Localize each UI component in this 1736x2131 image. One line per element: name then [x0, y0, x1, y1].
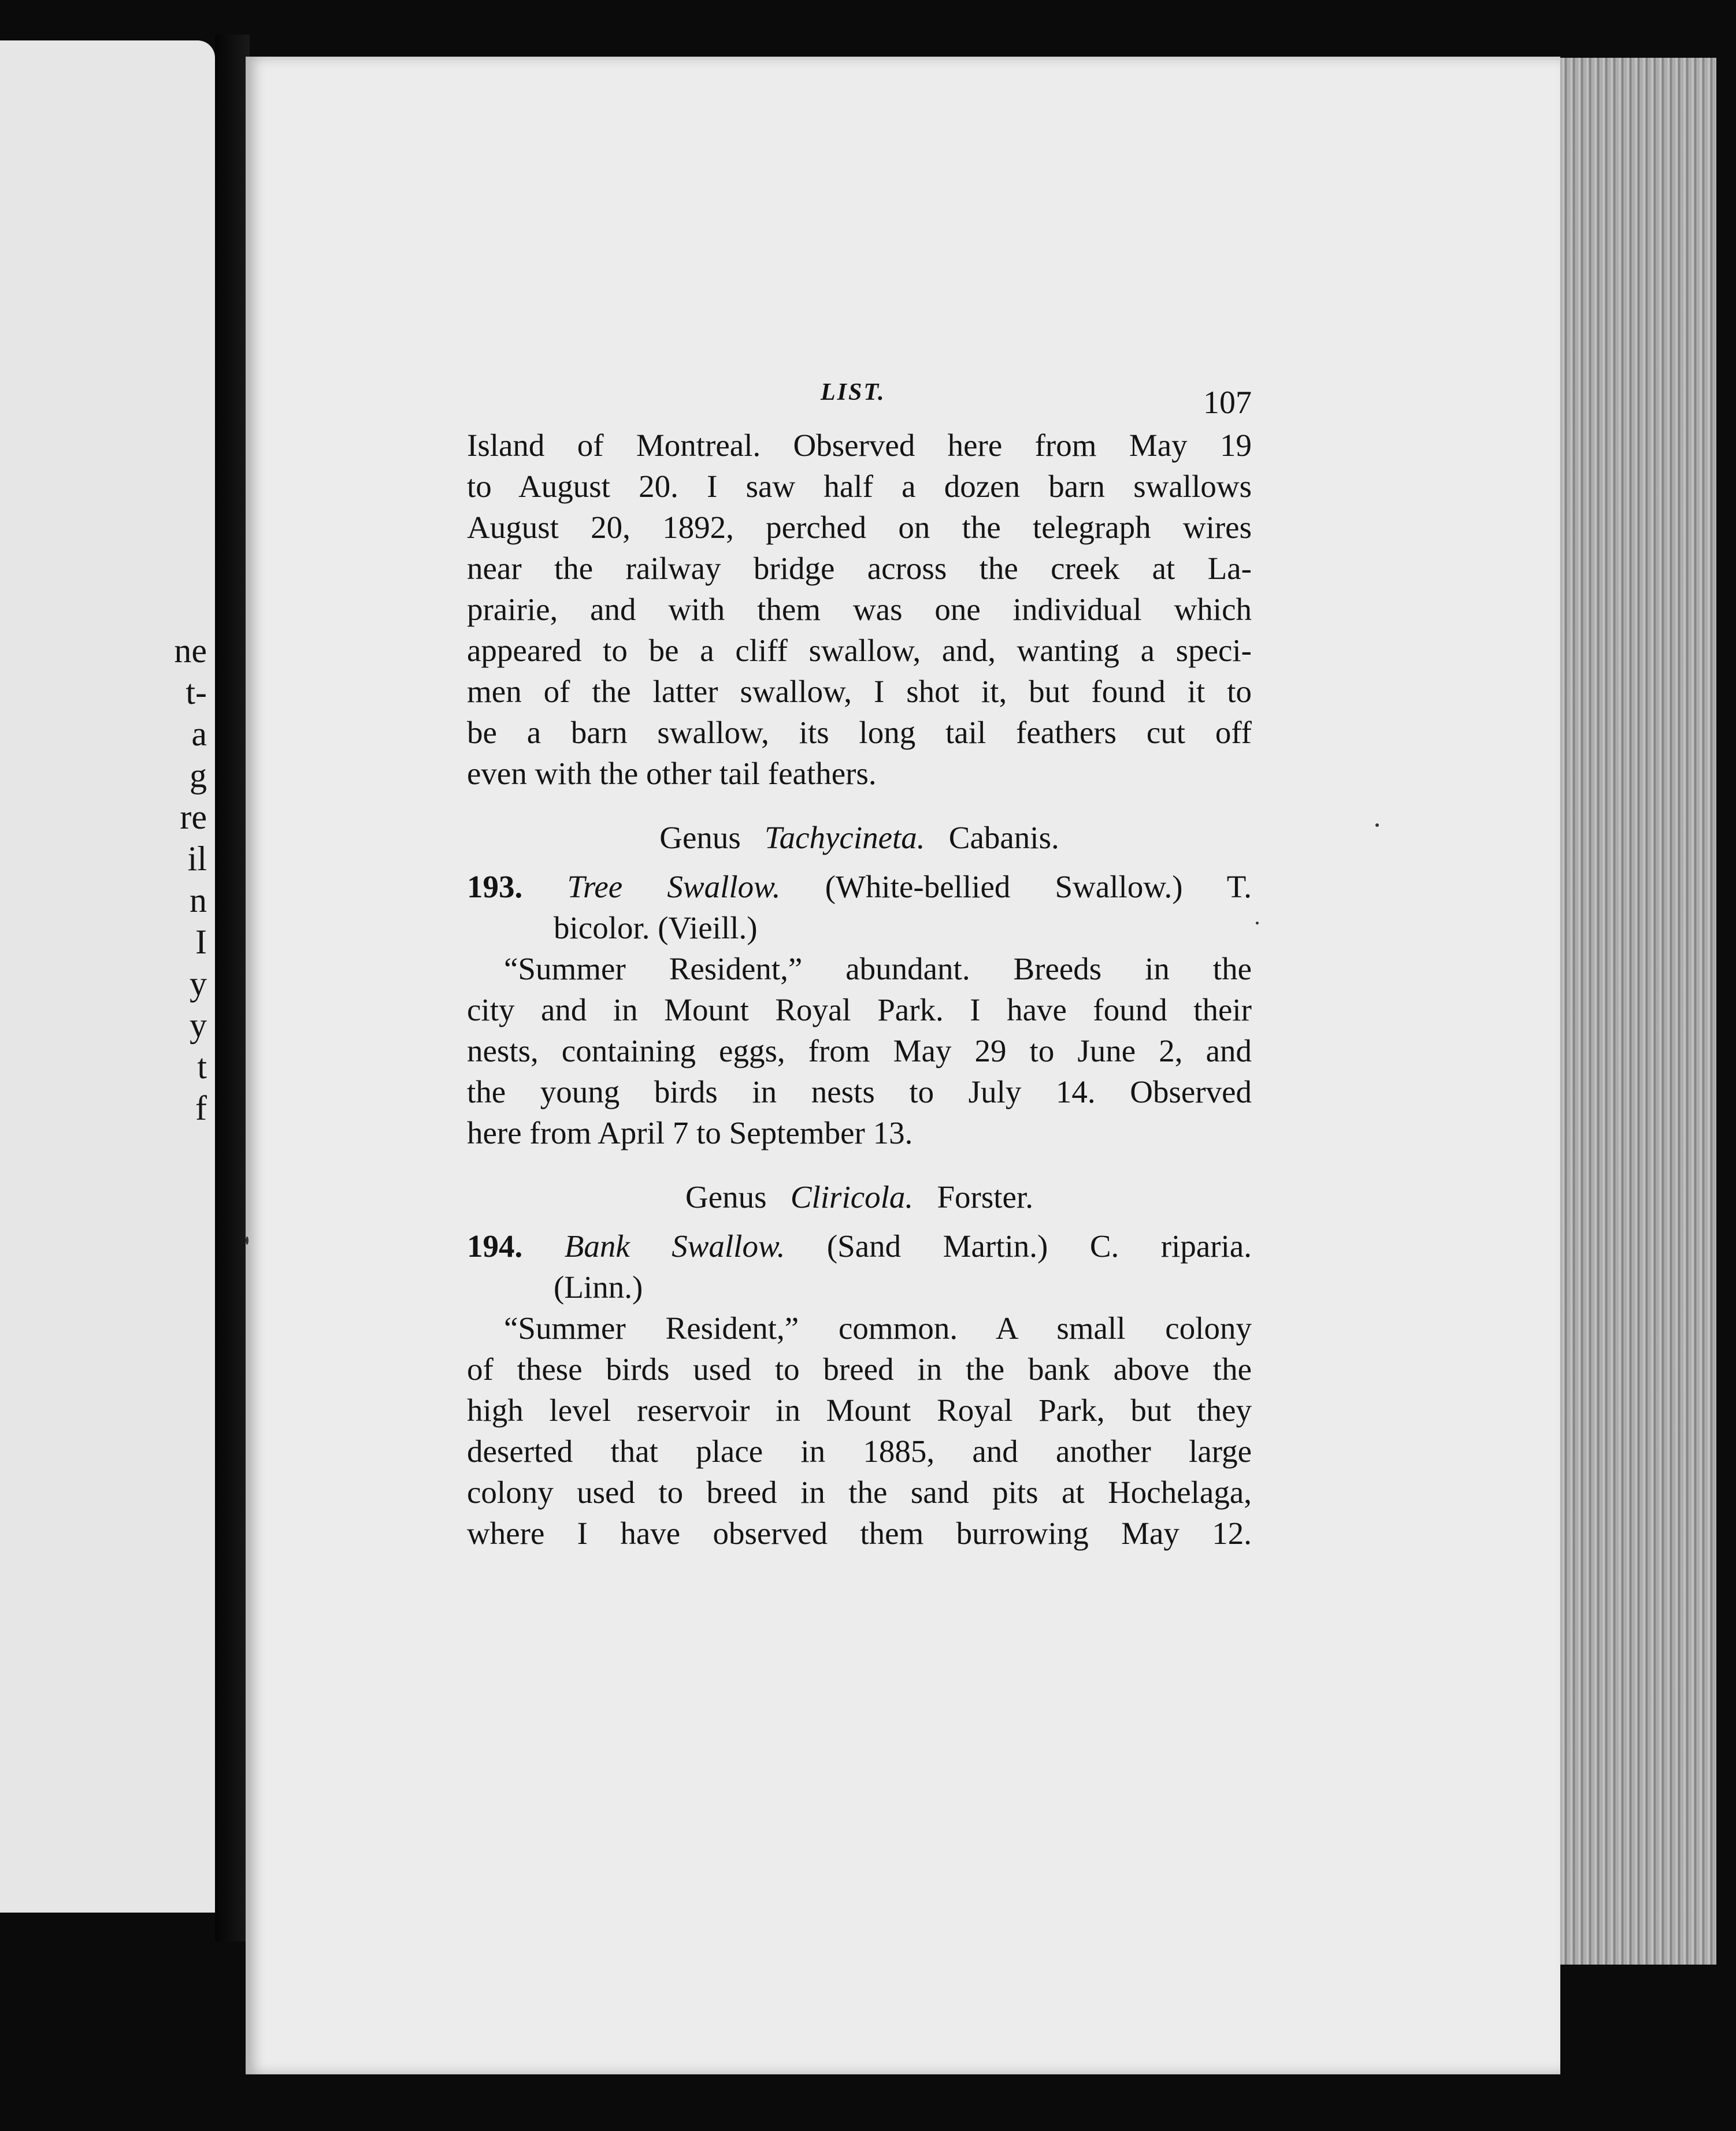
genus-word: Genus: [659, 820, 741, 855]
text-line: “Summer Resident,” abundant. Breeds in the: [504, 951, 1252, 986]
species-paragraph: [467, 948, 1252, 1153]
text-line: prairie, and with them was one individual which: [467, 592, 1252, 627]
left-page-text-fragments: [161, 630, 207, 1129]
left-fragment: t-: [186, 673, 207, 711]
species-paragraph: [467, 1308, 1252, 1554]
text-line: August 20, 1892, perched on the telegraph wires: [467, 510, 1252, 545]
entry-name: Tree Swallow.: [567, 869, 781, 904]
intro-paragraph: [467, 425, 1252, 794]
page-number: 107: [1203, 385, 1252, 421]
text-line: deserted that place in 1885, and another large: [467, 1434, 1252, 1469]
page-edges: [1560, 58, 1716, 1965]
entry-number: 194.: [467, 1228, 523, 1264]
species-entry: [467, 866, 1252, 948]
entry-name: Bank Swallow.: [564, 1228, 785, 1264]
text-line: Island of Montreal. Observed here from May 19: [467, 428, 1252, 463]
page-text-block: [467, 378, 1252, 1554]
text-line: “Summer Resident,” common. A small colony: [504, 1310, 1252, 1346]
left-fragment: il: [187, 840, 207, 878]
print-speck: [1375, 823, 1379, 827]
text-line: where I have observed them burrowing May 12.: [467, 1516, 1252, 1551]
text-line: city and in Mount Royal Park. I have found their: [467, 992, 1252, 1027]
text-line: nests, containing eggs, from May 29 to June 2, and: [467, 1033, 1252, 1068]
genus-heading: [467, 1176, 1252, 1217]
running-head: [467, 378, 1252, 425]
left-fragment: re: [180, 798, 207, 836]
left-fragment: a: [191, 715, 207, 753]
left-fragment: y: [190, 964, 207, 1003]
text-line: high level reservoir in Mount Royal Park, but they: [467, 1393, 1252, 1428]
left-fragment: t: [197, 1048, 207, 1086]
entry-continuation: bicolor. (Vieill.): [554, 910, 758, 945]
genus-name: Tachycineta.: [765, 820, 925, 855]
print-speck: [1256, 922, 1259, 925]
left-fragment: ne: [174, 632, 207, 670]
left-fragment: f: [195, 1089, 207, 1127]
genus-name: Cliricola.: [790, 1179, 914, 1215]
entry-rest: (Sand Martin.) C. riparia.: [826, 1228, 1252, 1264]
genus-word: Genus: [685, 1179, 767, 1215]
entry-heading-line: [467, 1226, 1252, 1267]
text-line: appeared to be a cliff swallow, and, wanting a speci-: [467, 633, 1252, 668]
entry-rest: (White-bellied Swallow.) T.: [825, 869, 1252, 904]
entry-continuation: (Linn.): [554, 1269, 643, 1305]
text-line: to August 20. I saw half a dozen barn swallows: [467, 469, 1252, 504]
text-line: even with the other tail feathers.: [467, 756, 877, 791]
text-line: near the railway bridge across the creek at La-: [467, 551, 1252, 586]
text-line: of these birds used to breed in the bank above the: [467, 1352, 1252, 1387]
text-line: the young birds in nests to July 14. Observed: [467, 1074, 1252, 1109]
left-fragment: n: [190, 881, 207, 919]
entry-number: 193.: [467, 869, 523, 904]
left-fragment: g: [190, 756, 207, 795]
entry-heading-line: [467, 866, 1252, 907]
print-speck: [246, 1237, 248, 1245]
left-fragment: I: [195, 923, 207, 961]
text-line: men of the latter swallow, I shot it, but found it to: [467, 674, 1252, 709]
genus-heading: [467, 817, 1252, 858]
left-facing-page: [0, 40, 215, 1913]
running-title: LIST.: [821, 379, 886, 406]
species-entry: [467, 1226, 1252, 1308]
text-line: colony used to breed in the sand pits at Hochelaga,: [467, 1475, 1252, 1510]
text-line: here from April 7 to September 13.: [467, 1115, 913, 1150]
left-fragment: y: [190, 1006, 207, 1044]
book-gutter: [215, 35, 250, 1941]
genus-author: Cabanis.: [948, 820, 1059, 855]
genus-author: Forster.: [937, 1179, 1033, 1215]
text-line: be a barn swallow, its long tail feathers cut off: [467, 715, 1252, 750]
